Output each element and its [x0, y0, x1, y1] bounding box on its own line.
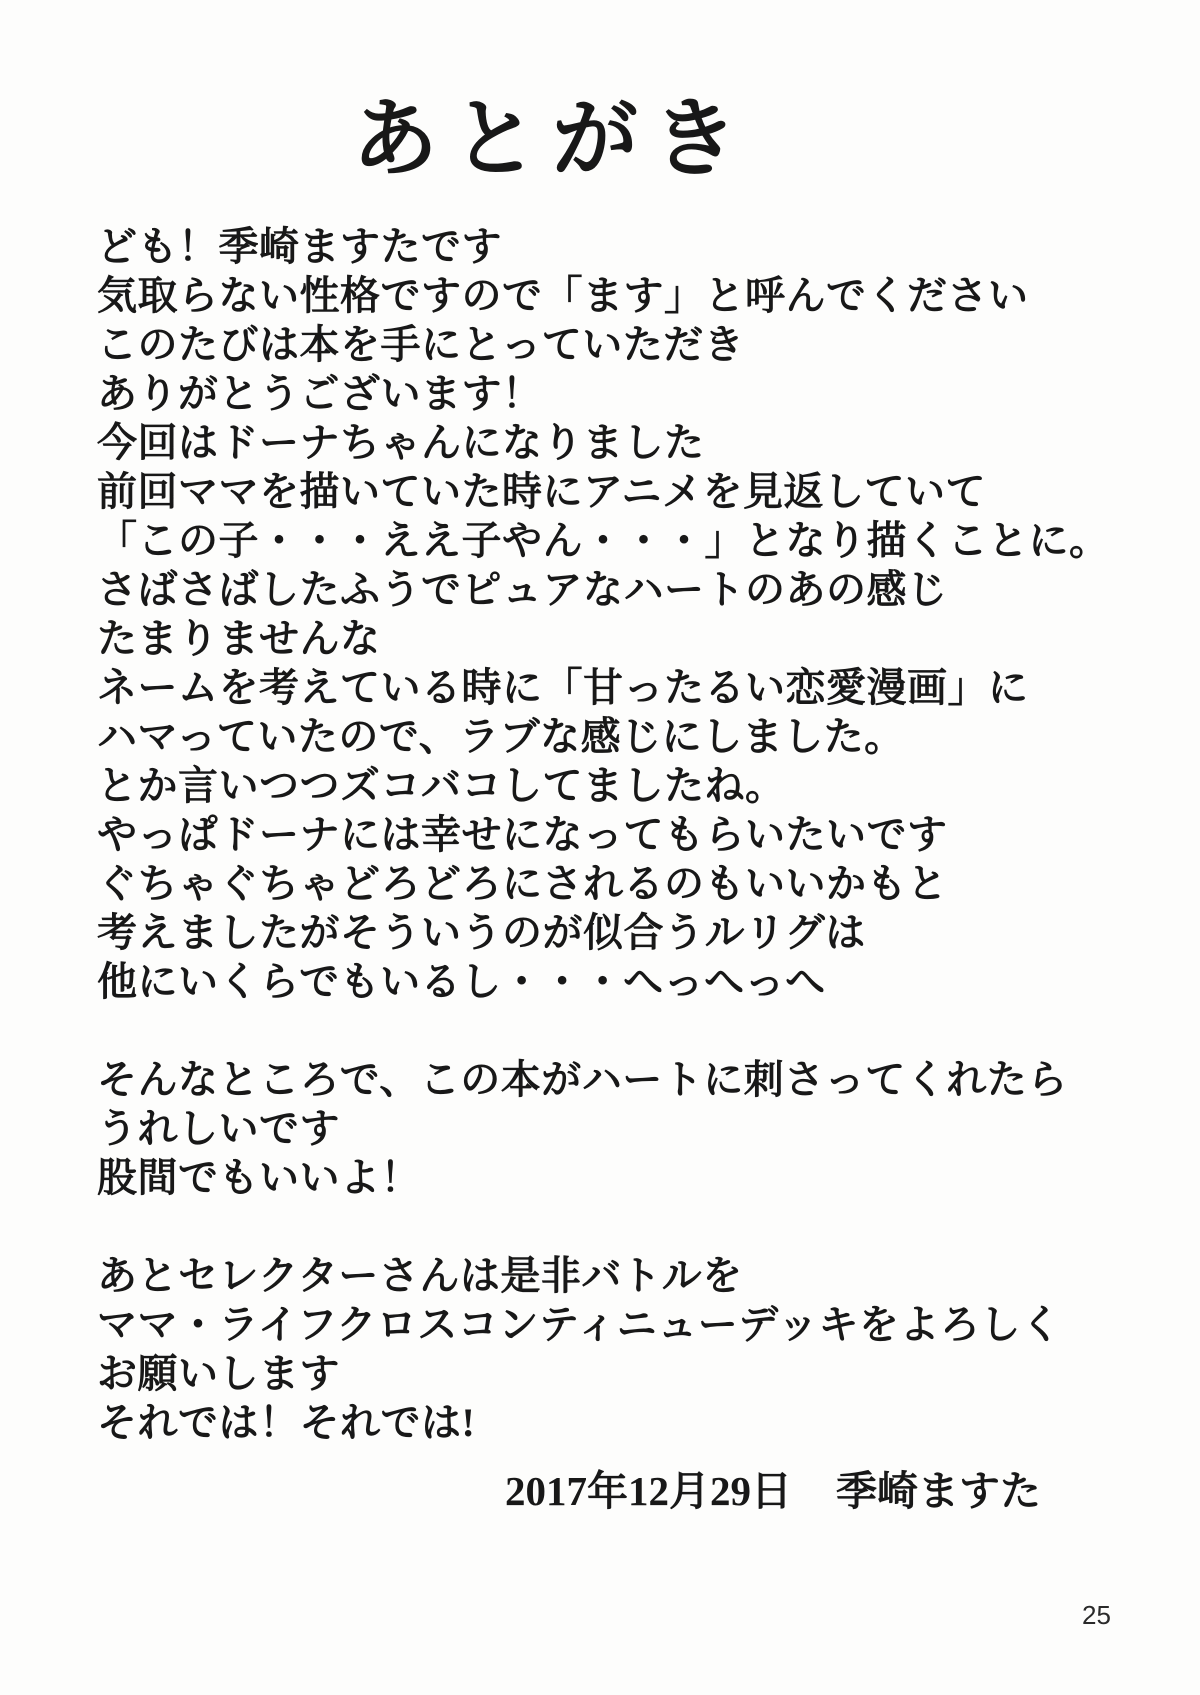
afterword-line: 前回ママを描いていた時にアニメを見返していて — [97, 469, 986, 514]
afterword-line: 「この子・・・ええ子やん・・・」となり描くことに。 — [97, 518, 1110, 563]
paragraph-thanks — [97, 1055, 1157, 1202]
afterword-body — [97, 222, 1157, 1447]
afterword-line: ママ・ライフクロスコンティニューデッキをよろしく — [97, 1302, 1062, 1347]
afterword-line: ハマっていたので、ラブな感じにしました。 — [97, 714, 905, 759]
afterword-line: ぐちゃぐちゃどろどろにされるのもいいかもと — [97, 861, 948, 906]
afterword-line: さばさばしたふうでピュアなハートのあの感じ — [97, 567, 948, 612]
afterword-line: たまりませんな — [97, 616, 381, 661]
afterword-line: ネームを考えている時に「甘ったるい恋愛漫画」に — [97, 665, 1029, 710]
afterword-line: 股間でもいいよ！ — [97, 1155, 421, 1200]
paragraph-intro — [97, 222, 1157, 1006]
afterword-line: ありがとうございます！ — [97, 371, 543, 416]
afterword-line: お願いします — [97, 1351, 340, 1396]
signature-line — [505, 1458, 1041, 1517]
afterword-line: 他にいくらでもいるし・・・へっへっへ — [97, 959, 826, 1004]
afterword-line: 今回はドーナちゃんになりました — [97, 420, 705, 465]
signature-author: 季崎ますた — [836, 1468, 1041, 1514]
afterword-line: とか言いつつズコバコしてましたね。 — [97, 763, 786, 808]
afterword-line: それでは！それでは! — [97, 1400, 476, 1445]
afterword-line: ども！季崎ますたです — [97, 224, 502, 269]
afterword-line: うれしいです — [97, 1106, 340, 1151]
afterword-line: 考えましたがそういうのが似合うルリグは — [97, 910, 866, 955]
afterword-title: あとがき — [352, 90, 752, 187]
afterword-line: 気取らない性格ですので「ます」と呼んでください — [97, 273, 1029, 318]
afterword-line: このたびは本を手にとっていただき — [97, 322, 745, 367]
afterword-line: あとセレクターさんは是非バトルを — [97, 1253, 743, 1298]
page-number: 25 — [1082, 1600, 1111, 1630]
afterword-line: そんなところで、この本がハートに刺さってくれたら — [97, 1057, 1068, 1102]
paragraph-closing — [97, 1251, 1157, 1447]
afterword-line: やっぱドーナには幸せになってもらいたいです — [97, 812, 948, 857]
signature-date: 2017年12月29日 — [505, 1468, 792, 1514]
